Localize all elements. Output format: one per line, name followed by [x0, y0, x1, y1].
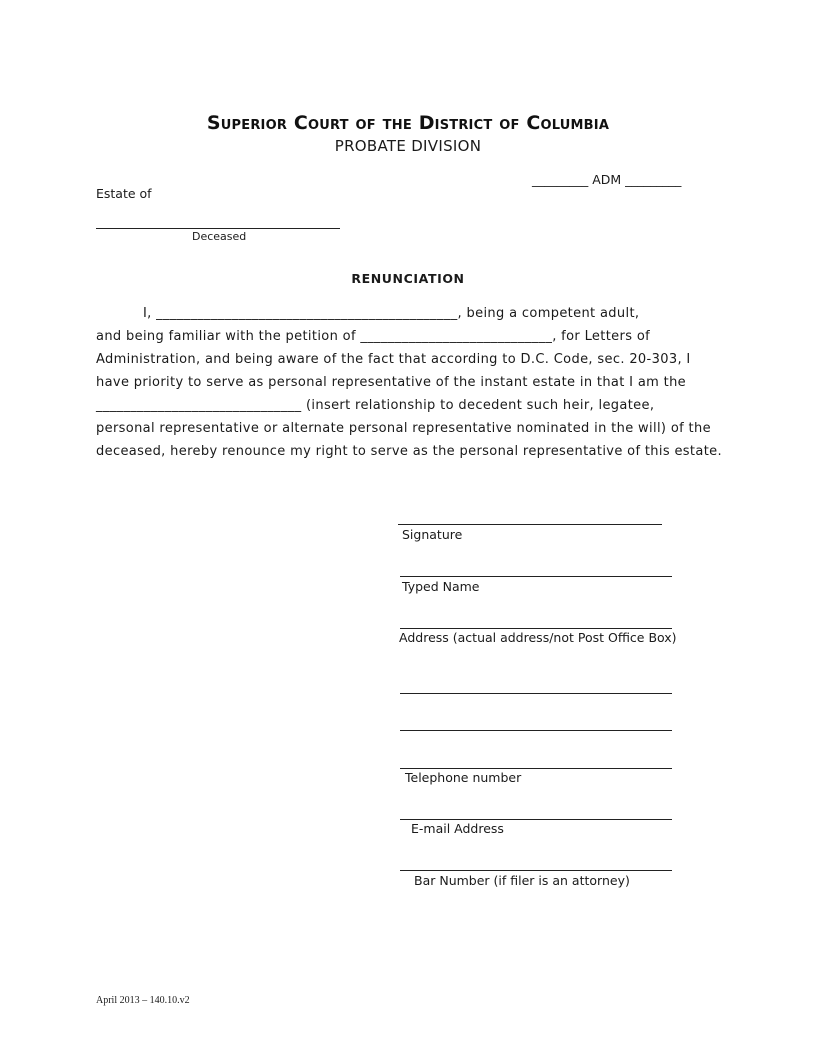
typed-name-label: Typed Name — [402, 579, 480, 594]
deceased-label: Deceased — [192, 230, 247, 243]
division-title: PROBATE DIVISION — [334, 137, 482, 155]
address-line-2[interactable] — [400, 693, 672, 694]
signature-label: Signature — [402, 527, 463, 542]
address-line-1[interactable] — [400, 628, 672, 629]
address-line-3[interactable] — [400, 730, 672, 731]
telephone-label: Telephone number — [405, 770, 522, 785]
paragraph-line[interactable]: I, ____________________________________________, being a competent adult, — [143, 306, 640, 321]
paragraph-line: Administration, and being aware of the fact that according to D.C. Code, sec. 20-303, I — [96, 352, 691, 367]
estate-of-label: Estate of — [96, 186, 152, 201]
paragraph-line[interactable]: and being familiar with the petition of ____________________________, for Letters of — [96, 329, 651, 344]
decedent-name-line[interactable] — [96, 228, 340, 229]
document-heading: RENUNCIATION — [351, 271, 465, 286]
signature-line[interactable] — [398, 524, 662, 525]
typed-name-line[interactable] — [400, 576, 672, 577]
telephone-line[interactable] — [400, 768, 672, 769]
paragraph-line: deceased, hereby renounce my right to serve as the personal representative of this estate. — [96, 444, 722, 459]
paragraph-line[interactable]: ______________________________ (insert relationship to decedent such heir, legatee, — [96, 398, 655, 413]
address-label: Address (actual address/not Post Office Box) — [399, 630, 677, 645]
email-label: E-mail Address — [411, 821, 504, 836]
form-code: April 2013 – 140.10.v2 — [96, 995, 190, 1006]
paragraph-line: have priority to serve as personal representative of the instant estate in that I am the — [96, 375, 687, 390]
bar-number-label: Bar Number (if filer is an attorney) — [414, 873, 630, 888]
court-title: Superior Court of the District of Columbia — [206, 112, 610, 134]
email-line[interactable] — [400, 819, 672, 820]
paragraph-line: personal representative or alternate personal representative nominated in the will) of the — [96, 421, 711, 436]
bar-number-line[interactable] — [400, 870, 672, 871]
adm-number-field[interactable]: _________ ADM _________ — [532, 172, 682, 187]
